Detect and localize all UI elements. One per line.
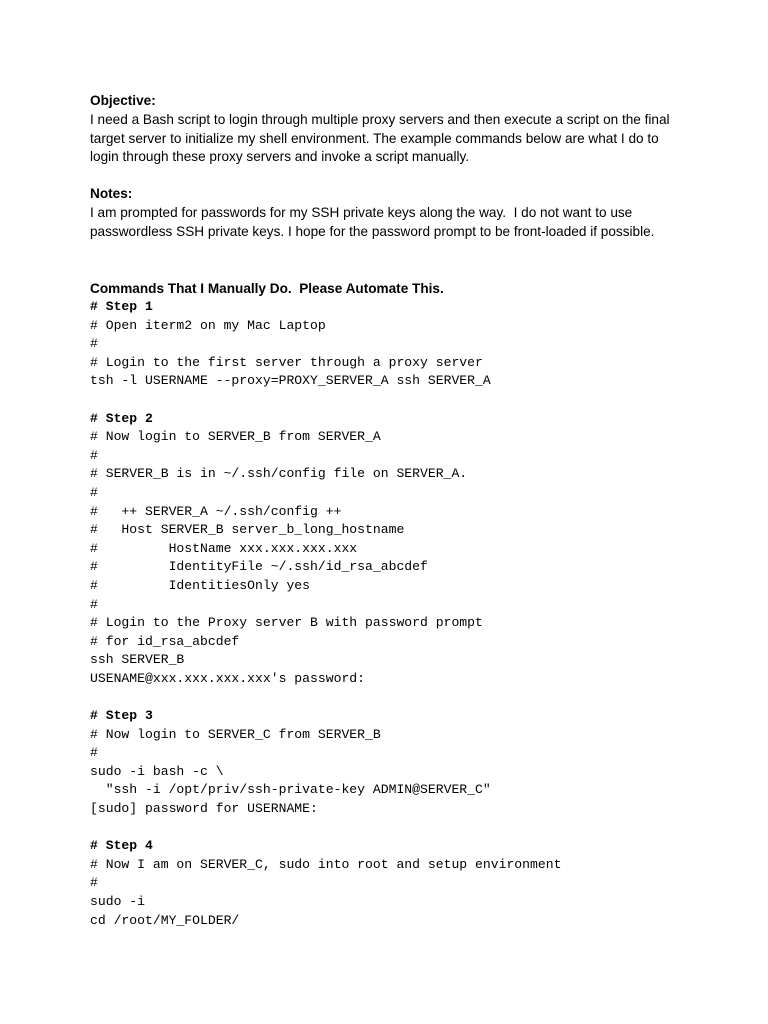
code-line: # Now login to SERVER_C from SERVER_B bbox=[90, 726, 381, 742]
code-line bbox=[90, 391, 561, 410]
code-line: # bbox=[90, 875, 98, 891]
objective-body: I need a Bash script to login through multiple proxy servers and then execute a script on the final target server to initialize my shell environment. The example commands below are what I do to login through these proxy servers and invoke a script manually. bbox=[90, 112, 674, 165]
code-line: [sudo] password for USERNAME: bbox=[90, 801, 318, 817]
code-line: cd /root/MY_FOLDER/ bbox=[90, 912, 240, 928]
code-line: # Host SERVER_B server_b_long_hostname bbox=[90, 522, 405, 538]
commands-heading: Commands That I Manually Do. Please Automate This. bbox=[90, 281, 444, 296]
code-line: sudo -i bbox=[90, 894, 146, 909]
code-line: # Now I am on SERVER_C, sudo into root and setup environment bbox=[90, 856, 562, 872]
code-line: ssh SERVER_B bbox=[90, 652, 185, 668]
code-line: # ++ SERVER_A ~/.ssh/config ++ bbox=[90, 503, 342, 519]
notes-body: I am prompted for passwords for my SSH private keys along the way. I do not want to use passwordless SSH private keys. I hope for the password prompt to be front-loaded if possible. bbox=[90, 205, 655, 239]
step-heading-line: # Step 2 bbox=[90, 410, 153, 426]
code-line: # HostName xxx.xxx.xxx.xxx bbox=[90, 540, 358, 556]
step-heading-line: # Step 3 bbox=[90, 708, 153, 724]
code-line: sudo -i bash -c \ bbox=[90, 763, 224, 779]
objective-heading: Objective: bbox=[90, 93, 156, 108]
code-line: # bbox=[90, 745, 98, 761]
code-line bbox=[90, 819, 561, 838]
step-heading-line: # Step 1 bbox=[90, 299, 153, 314]
code-line: tsh -l USERNAME --proxy=PROXY_SERVER_A ssh SERVER_A bbox=[90, 373, 491, 389]
code-line: # IdentityFile ~/.ssh/id_rsa_abcdef bbox=[90, 559, 428, 575]
code-line: # bbox=[90, 484, 98, 500]
notes-heading: Notes: bbox=[90, 186, 133, 201]
code-line: # for id_rsa_abcdef bbox=[90, 633, 240, 649]
code-line: # bbox=[90, 336, 98, 352]
code-line: "ssh -i /opt/priv/ssh-private-key ADMIN@SERVER_C" bbox=[90, 782, 491, 798]
code-line: USENAME@xxx.xxx.xxx.xxx's password: bbox=[90, 670, 366, 686]
code-line: # Login to the first server through a proxy server bbox=[90, 354, 483, 370]
step-heading-line: # Step 4 bbox=[90, 838, 153, 854]
code-line bbox=[90, 688, 561, 707]
code-line: # Login to the Proxy server B with password prompt bbox=[90, 615, 483, 631]
code-line: # bbox=[90, 596, 98, 612]
code-line: # Open iterm2 on my Mac Laptop bbox=[90, 317, 326, 333]
code-line: # SERVER_B is in ~/.ssh/config file on SERVER_A. bbox=[90, 466, 468, 482]
code-line: # IdentitiesOnly yes bbox=[90, 577, 311, 593]
code-line: # Now login to SERVER_B from SERVER_A bbox=[90, 429, 381, 445]
command-code-block bbox=[90, 298, 561, 930]
code-line: # bbox=[90, 447, 98, 463]
